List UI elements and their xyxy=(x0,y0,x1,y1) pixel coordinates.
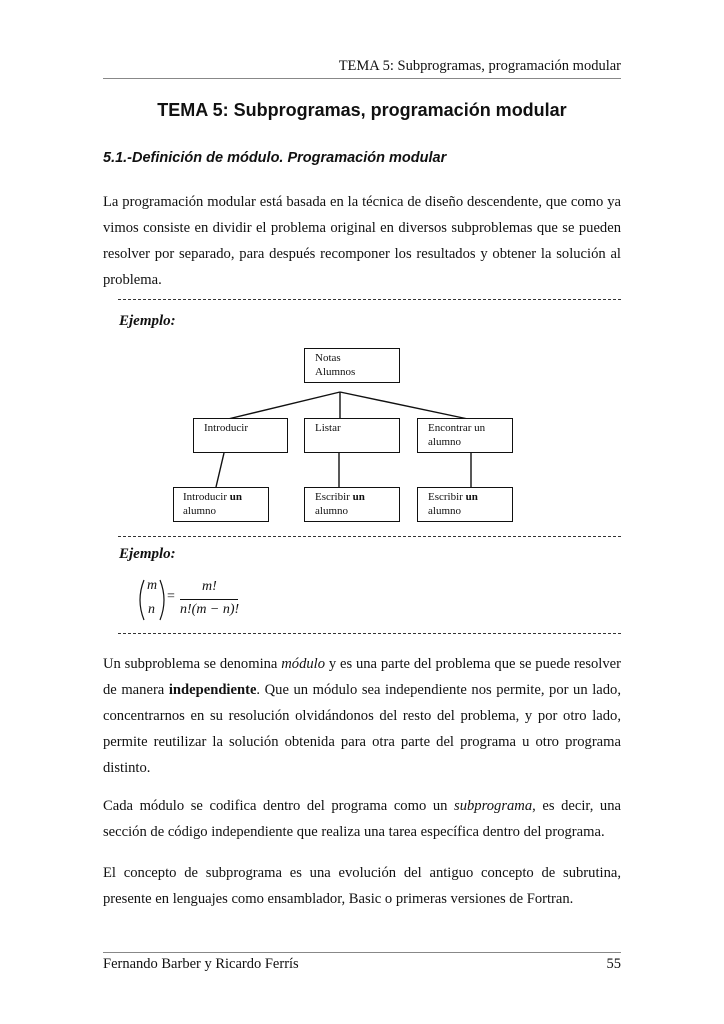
paragraph-subroutine: El concepto de subprograma es una evolución del antiguo concepto de subrutina, presente en lenguajes como ensamblador, Basic o primeras versiones de Fortran. xyxy=(103,865,621,907)
example-label: Ejemplo: xyxy=(119,313,176,329)
dashed-divider xyxy=(118,536,621,537)
tree-node-introducir: Introducir xyxy=(193,418,288,453)
paragraph-subprogram: Cada módulo se codifica dentro del programa como un subprograma, es decir, una sección de código independiente que realiza una tarea específica dentro del programa. xyxy=(103,798,621,840)
page-title: TEMA 5: Subprogramas, programación modular xyxy=(157,100,567,120)
page-number: 55 xyxy=(606,956,621,972)
denominator: n!(m − n)! xyxy=(180,602,240,617)
tree-node-escribir-alumno-1: Escribir un alumno xyxy=(304,487,400,522)
tree-node-encontrar: Encontrar un alumno xyxy=(417,418,513,453)
tree-node-escribir-alumno-2: Escribir un alumno xyxy=(417,487,513,522)
numerator: m! xyxy=(202,579,217,594)
footer-divider xyxy=(103,952,621,953)
example-label: Ejemplo: xyxy=(119,546,176,562)
fraction-bar xyxy=(180,599,238,600)
tree-node-listar: Listar xyxy=(304,418,400,453)
tree-node-introducir-alumno: Introducir un alumno xyxy=(173,487,269,522)
paragraph-intro: La programación modular está basada en la técnica de diseño descendente, que como ya vimos consiste en dividir el problema original en diversos subproblemas que se pueden resolver por separado, para después recomponer los resultados y obtener la solución al problema. xyxy=(103,194,621,288)
equals: = xyxy=(167,589,175,604)
section-heading: 5.1.-Definición de módulo. Programación modular xyxy=(103,150,447,166)
paragraph-subproblem: Un subproblema se denomina módulo y es una parte del problema que se puede resolver de manera independiente. Que un módulo sea independiente nos permite, por un lado, concentrarnos en su resolución olvidándonos del resto del problema, y por otro lado, permite reutilizar la solución obtenida para otra parte del programa u otro programa distinto. xyxy=(103,656,621,776)
binom-top: m xyxy=(147,578,158,593)
page-footer xyxy=(103,956,621,973)
footer-authors: Fernando Barber y Ricardo Ferrís xyxy=(103,956,299,972)
tree-node-root: Notas Alumnos xyxy=(304,348,400,383)
dashed-divider xyxy=(118,633,621,634)
running-header: TEMA 5: Subprogramas, programación modular xyxy=(338,58,621,74)
binomial-formula xyxy=(136,578,256,622)
binom-bottom: n xyxy=(148,602,155,617)
